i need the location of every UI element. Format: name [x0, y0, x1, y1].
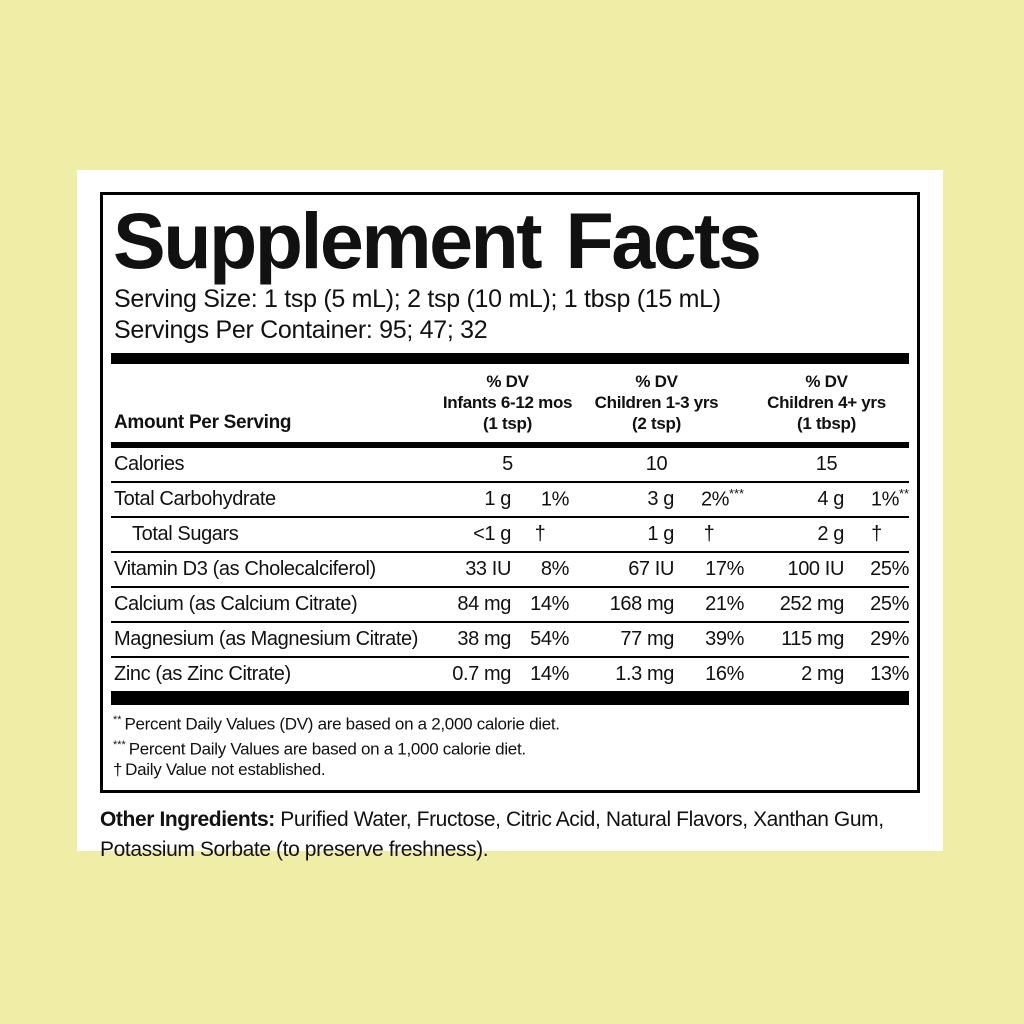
amount-value: 1.3 mg: [615, 662, 674, 685]
percent-value: 39%: [705, 627, 744, 650]
percent-value: 21%: [705, 592, 744, 615]
footnote-marker: **: [113, 713, 122, 726]
dagger-marker: †: [113, 759, 123, 779]
other-ingredients-text: Purified Water, Fructose, Citric Acid, Natural Flavors, Xanthan Gum, Potassium Sorbate (to preserve freshness).: [100, 808, 884, 862]
footnote-marker: ***: [113, 738, 126, 751]
calories-value-children-4plus: 15: [815, 452, 838, 475]
amount-value: 100 IU: [787, 557, 844, 580]
amount-value: 4 g: [817, 487, 844, 510]
panel-title: Supplement Facts: [113, 196, 760, 285]
nutrient-label: Vitamin D3 (as Cholecalciferol): [114, 557, 376, 580]
column-header-infants: [442, 371, 573, 434]
column-headers: [111, 364, 909, 442]
nutrient-label: Total Carbohydrate: [114, 487, 276, 510]
column-header-children-1-3: [569, 371, 744, 434]
percent-value: 14%: [530, 662, 569, 685]
table-row-total-carbohydrate: [111, 483, 909, 518]
serving-size-line: Serving Size: 1 tsp (5 mL); 2 tsp (10 mL); 1 tbsp (15 mL): [114, 284, 721, 313]
supplement-facts-panel: [100, 192, 920, 793]
amount-value: 1 g: [484, 487, 511, 510]
percent-value: 25%: [870, 592, 909, 615]
calories-value-infants: 5: [502, 452, 513, 475]
amount-value: 77 mg: [620, 627, 674, 650]
amount-value: 67 IU: [628, 557, 674, 580]
percent-value: 54%: [530, 627, 569, 650]
amount-value: 3 g: [647, 487, 674, 510]
column-header-children-4plus: [744, 371, 909, 434]
servings-per-container-line: Servings Per Container: 95; 47; 32: [114, 315, 488, 344]
footnote-dv-not-established: † Daily Value not established.: [113, 759, 326, 779]
table-row-vitamin-d3: [111, 553, 909, 588]
calories-value-children-1-3: 10: [645, 452, 668, 475]
amount-value: 1 g: [647, 522, 674, 545]
percent-value: †: [703, 522, 715, 545]
percent-value: 2%***: [700, 486, 744, 511]
percent-value: 17%: [705, 557, 744, 580]
percent-value: †: [871, 522, 882, 545]
amount-value: 2 g: [817, 522, 844, 545]
separator-bar-bottom: [111, 693, 909, 705]
calories-row: [111, 448, 909, 483]
nutrient-label: Calories: [114, 452, 185, 475]
dv-label: % DV: [635, 371, 678, 391]
footnotes: [111, 705, 909, 783]
nutrient-label: Total Sugars: [132, 522, 239, 545]
group-label: Children 4+ yrs: [767, 392, 886, 412]
percent-value: 13%: [870, 662, 909, 685]
dv-label: % DV: [805, 371, 848, 391]
percent-value: 8%: [540, 557, 569, 580]
amount-value: 2 mg: [801, 662, 844, 685]
footnote-2000-calorie: ** Percent Daily Values (DV) are based on a 2,000 calorie diet.: [113, 713, 560, 734]
dv-label: % DV: [486, 371, 529, 391]
footnote-marker: **: [899, 486, 909, 502]
amount-value: 115 mg: [781, 627, 844, 650]
group-label: Children 1-3 yrs: [594, 392, 719, 412]
footnote-1000-calorie: *** Percent Daily Values are based on a 1,000 calorie diet.: [113, 738, 526, 759]
label-card: [77, 170, 943, 862]
amount-value: 33 IU: [465, 557, 511, 580]
percent-value: 1%: [540, 488, 569, 511]
amount-value: 252 mg: [779, 592, 844, 615]
separator-bar-top: [111, 353, 909, 364]
table-row-total-sugars: [111, 518, 909, 553]
table-row-calcium: [111, 588, 909, 623]
nutrient-label: Calcium (as Calcium Citrate): [114, 592, 358, 615]
serving-label: (1 tbsp): [797, 413, 856, 433]
amount-value: <1 g: [473, 522, 511, 545]
percent-value: †: [534, 522, 546, 545]
amount-per-serving-header-cell: [111, 412, 446, 434]
group-label: Infants 6-12 mos: [442, 392, 573, 412]
other-ingredients-label: Other Ingredients:: [100, 808, 275, 832]
amount-value: 84 mg: [457, 592, 511, 615]
nutrient-label: Magnesium (as Magnesium Citrate): [114, 627, 418, 650]
table-row-magnesium: [111, 623, 909, 658]
footnote-marker: ***: [729, 486, 744, 502]
other-ingredients: [100, 805, 920, 865]
percent-value: 16%: [705, 662, 744, 685]
table-row-zinc: [111, 658, 909, 693]
percent-value: 1%**: [870, 486, 909, 511]
percent-value: 25%: [870, 557, 909, 580]
serving-label: (1 tsp): [483, 413, 532, 433]
serving-label: (2 tsp): [632, 413, 681, 433]
percent-value: 29%: [870, 627, 909, 650]
nutrient-label: Zinc (as Zinc Citrate): [114, 662, 291, 685]
percent-value: 14%: [530, 592, 569, 615]
amount-value: 168 mg: [609, 592, 674, 615]
amount-per-serving-label: Amount Per Serving: [114, 411, 292, 433]
amount-value: 0.7 mg: [452, 662, 511, 685]
amount-value: 38 mg: [457, 627, 511, 650]
